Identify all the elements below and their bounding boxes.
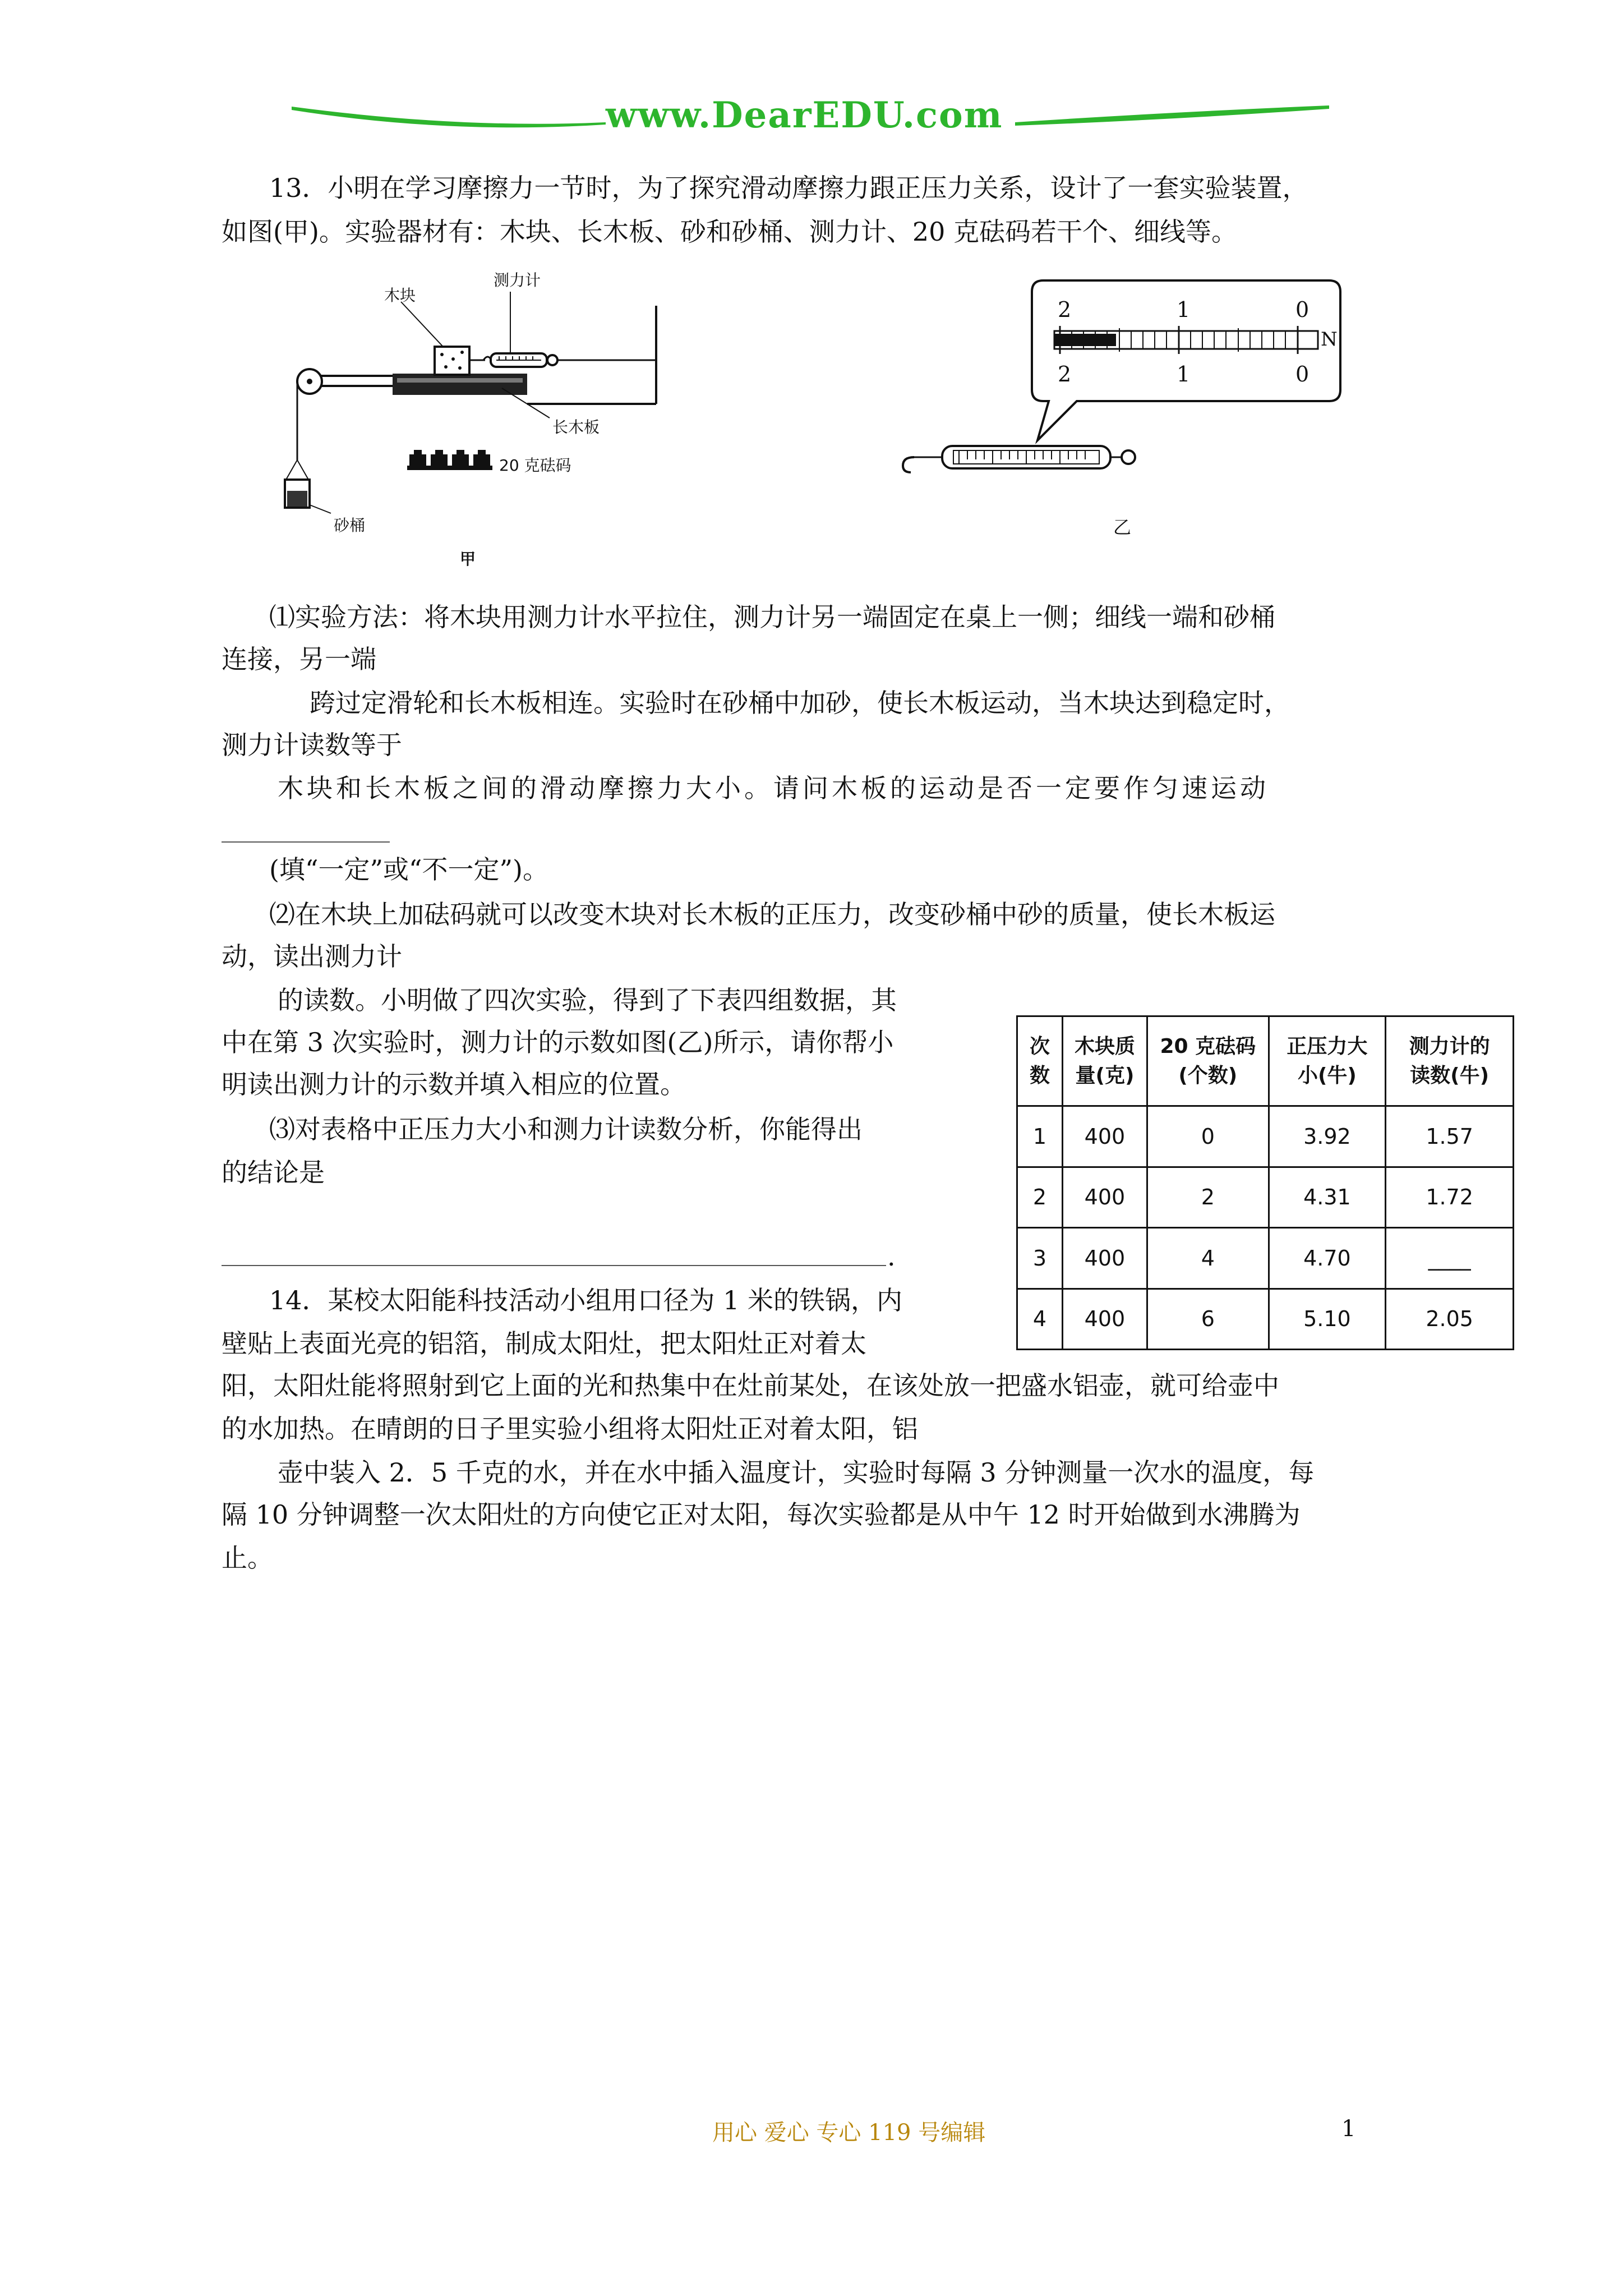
- scale-top-0: 0: [1295, 297, 1310, 322]
- figure-b-caption: 乙: [1113, 517, 1132, 538]
- data-table: [1016, 1015, 1514, 1350]
- q13-p1-line6: (填“一定”或“不一定”)。: [269, 854, 548, 885]
- q13-p2-line3: 的读数。小明做了四次实验，得到了下表四组数据，其: [278, 985, 897, 1015]
- table-cell: 3: [1017, 1228, 1063, 1289]
- table-row: [1017, 1289, 1514, 1350]
- table-cell: 2.05: [1386, 1289, 1514, 1350]
- table-header-cell: 20 克砝码 (个数): [1147, 1016, 1269, 1106]
- site-logo: www.DearEDU.com: [606, 94, 1003, 136]
- table-cell: 4: [1147, 1228, 1269, 1289]
- answer-blank-conclusion[interactable]: [222, 1265, 886, 1266]
- figure-a-caption: 甲: [460, 550, 476, 568]
- q13-p1-line3: 跨过定滑轮和长木板相连。实验时在砂桶中加砂，使长木板运动，当木块达到稳定时，: [310, 688, 1290, 718]
- answer-blank-1[interactable]: [222, 841, 390, 843]
- table-row: [1017, 1167, 1514, 1228]
- q14-line2: 壁贴上表面光亮的铝箔，制成太阳灶，把太阳灶正对着太: [222, 1328, 866, 1359]
- table-cell: 400: [1062, 1106, 1147, 1167]
- q14-line6: 隔 10 分钟调整一次太阳灶的方向使它正对太阳，每次实验都是从中午 12 时开始做到水沸腾为: [222, 1499, 1301, 1530]
- q13-p1-line4: 测力计读数等于: [222, 730, 402, 760]
- table-header-cell: 次 数: [1017, 1016, 1063, 1106]
- scale-top-2: 2: [1058, 297, 1072, 322]
- table-cell: 4: [1017, 1289, 1063, 1350]
- table-cell: 400: [1062, 1289, 1147, 1350]
- scale-bottom-2: 2: [1058, 362, 1072, 386]
- table-header-cell: 测力计的 读数(牛): [1386, 1016, 1514, 1106]
- q13-p2-line1: ⑵在木块上加砝码就可以改变木块对长木板的正压力，改变砂桶中砂的质量，使长木板运: [269, 899, 1275, 930]
- table-cell: 1.72: [1386, 1167, 1514, 1228]
- q13-p3-line1: ⑶对表格中正压力大小和测力计读数分析，你能得出: [269, 1114, 863, 1144]
- table-cell: 6: [1147, 1289, 1269, 1350]
- scale-top-1: 1: [1177, 297, 1191, 322]
- wooden-block: [435, 347, 469, 375]
- weights-icon: [407, 450, 492, 470]
- table-cell: 3.92: [1269, 1106, 1386, 1167]
- table-row: [1017, 1106, 1514, 1167]
- q14-line7: 止。: [222, 1543, 273, 1573]
- table-row: [1017, 1228, 1514, 1289]
- label-weights: 20 克砝码: [499, 456, 571, 475]
- table-header-cell: 正压力大 小(牛): [1269, 1016, 1386, 1106]
- q13-p3-end: .: [887, 1241, 896, 1272]
- table-cell: 4.31: [1269, 1167, 1386, 1228]
- figure-a: [275, 264, 679, 578]
- table-cell: 1: [1017, 1106, 1063, 1167]
- label-meter: 测力计: [494, 271, 541, 289]
- q13-p3-line2: 的结论是: [222, 1157, 325, 1188]
- page-number: 1: [1341, 2116, 1356, 2142]
- q13-p1-line1: ⑴实验方法：将木块用测力计水平拉住，测力计另一端固定在桌上一侧；细线一端和砂桶: [269, 602, 1275, 632]
- q14-line5: 壶中装入 2．5 千克的水，并在水中插入温度计，实验时每隔 3 分钟测量一次水的温度，每: [278, 1457, 1315, 1488]
- table-answer-blank[interactable]: ____: [1386, 1228, 1514, 1289]
- label-bucket: 砂桶: [334, 516, 366, 535]
- q13-p2-line5: 明读出测力计的示数并填入相应的位置。: [222, 1069, 686, 1099]
- table-cell: 5.10: [1269, 1289, 1386, 1350]
- table-cell: 2: [1147, 1167, 1269, 1228]
- label-board: 长木板: [552, 418, 600, 436]
- q14-line4: 的水加热。在晴朗的日子里实验小组将太阳灶正对着太阳，铝: [222, 1414, 918, 1444]
- q13-line1: 13．小明在学习摩擦力一节时，为了探究滑动摩擦力跟正压力关系，设计了一套实验装置，: [269, 173, 1308, 203]
- table-cell: 400: [1062, 1167, 1147, 1228]
- q13-p1-line5: 木块和长木板之间的滑动摩擦力大小。请问木板的运动是否一定要作匀速运动: [278, 773, 1269, 803]
- table-cell: 0: [1147, 1106, 1269, 1167]
- table-cell: 400: [1062, 1228, 1147, 1289]
- scale-bottom-1: 1: [1177, 362, 1191, 386]
- q13-line2: 如图(甲)。实验器材有：木块、长木板、砂和砂桶、测力计、20 克砝码若干个、细线等。: [222, 217, 1238, 247]
- q13-p2-line4: 中在第 3 次实验时，测力计的示数如图(乙)所示，请你帮小: [222, 1027, 894, 1057]
- footer-text: 用心 爱心 专心 119 号编辑: [712, 2120, 986, 2146]
- q13-p2-line2: 动，读出测力计: [222, 941, 402, 972]
- table-cell: 1.57: [1386, 1106, 1514, 1167]
- table-header-cell: 木块质 量(克): [1062, 1016, 1147, 1106]
- q14-line3: 阳，太阳灶能将照射到它上面的光和热集中在灶前某处，在该处放一把盛水铝壶，就可给壶中: [222, 1370, 1279, 1401]
- table-cell: 4.70: [1269, 1228, 1386, 1289]
- q14-line1: 14．某校太阳能科技活动小组用口径为 1 米的铁锅，内: [269, 1285, 903, 1315]
- figure-b: [892, 272, 1352, 541]
- table-header-row: [1017, 1016, 1514, 1106]
- q13-p1-line2: 连接，另一端: [222, 644, 376, 674]
- label-block: 木块: [384, 286, 416, 305]
- scale-unit: N: [1321, 328, 1338, 351]
- scale-bottom-0: 0: [1295, 362, 1310, 386]
- table-cell: 2: [1017, 1167, 1063, 1228]
